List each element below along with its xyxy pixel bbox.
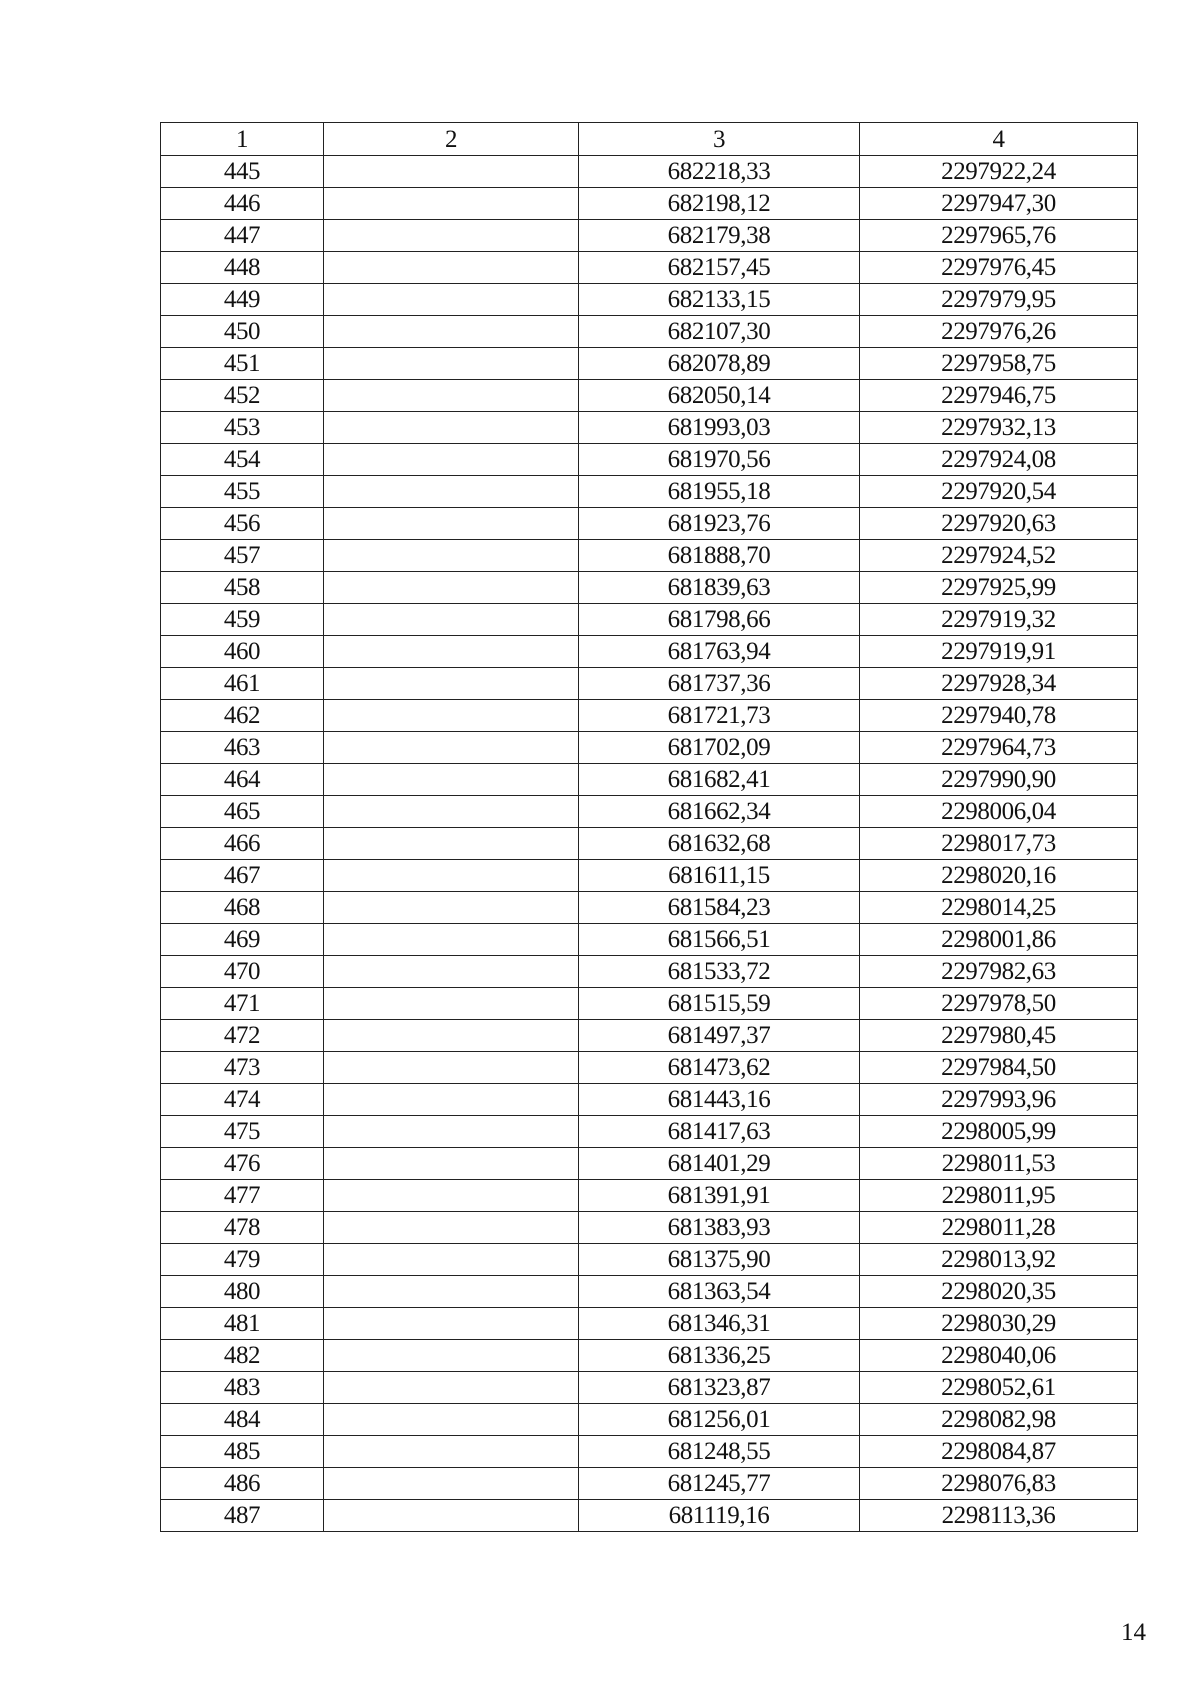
y-coordinate-cell: 2298040,06	[860, 1340, 1138, 1372]
point-number-cell: 478	[161, 1212, 324, 1244]
table-row	[161, 1212, 1138, 1244]
table-row	[161, 1308, 1138, 1340]
point-number-cell: 451	[161, 348, 324, 380]
x-coordinate-cell: 681923,76	[579, 508, 860, 540]
description-cell	[324, 1404, 579, 1436]
point-number-cell: 471	[161, 988, 324, 1020]
point-number-cell: 459	[161, 604, 324, 636]
y-coordinate-cell: 2297979,95	[860, 284, 1138, 316]
header-row	[161, 123, 1138, 156]
x-coordinate-cell: 681611,15	[579, 860, 860, 892]
y-coordinate-cell: 2297932,13	[860, 412, 1138, 444]
description-cell	[324, 732, 579, 764]
y-coordinate-cell: 2298006,04	[860, 796, 1138, 828]
table-row	[161, 860, 1138, 892]
point-number-cell: 448	[161, 252, 324, 284]
y-coordinate-cell: 2297980,45	[860, 1020, 1138, 1052]
x-coordinate-cell: 682157,45	[579, 252, 860, 284]
x-coordinate-cell: 682179,38	[579, 220, 860, 252]
y-coordinate-cell: 2297940,78	[860, 700, 1138, 732]
table-row	[161, 572, 1138, 604]
x-coordinate-cell: 681737,36	[579, 668, 860, 700]
point-number-cell: 476	[161, 1148, 324, 1180]
y-coordinate-cell: 2298082,98	[860, 1404, 1138, 1436]
description-cell	[324, 412, 579, 444]
point-number-cell: 463	[161, 732, 324, 764]
point-number-cell: 466	[161, 828, 324, 860]
y-coordinate-cell: 2298020,16	[860, 860, 1138, 892]
x-coordinate-cell: 681798,66	[579, 604, 860, 636]
table-row	[161, 1436, 1138, 1468]
column-header-3: 3	[579, 123, 860, 156]
point-number-cell: 456	[161, 508, 324, 540]
point-number-cell: 470	[161, 956, 324, 988]
description-cell	[324, 316, 579, 348]
y-coordinate-cell: 2298017,73	[860, 828, 1138, 860]
description-cell	[324, 1244, 579, 1276]
x-coordinate-cell: 681336,25	[579, 1340, 860, 1372]
description-cell	[324, 1020, 579, 1052]
x-coordinate-cell: 681363,54	[579, 1276, 860, 1308]
y-coordinate-cell: 2297920,54	[860, 476, 1138, 508]
y-coordinate-cell: 2298014,25	[860, 892, 1138, 924]
description-cell	[324, 604, 579, 636]
description-cell	[324, 796, 579, 828]
x-coordinate-cell: 681632,68	[579, 828, 860, 860]
point-number-cell: 453	[161, 412, 324, 444]
x-coordinate-cell: 682050,14	[579, 380, 860, 412]
description-cell	[324, 540, 579, 572]
table-row	[161, 1340, 1138, 1372]
y-coordinate-cell: 2298011,53	[860, 1148, 1138, 1180]
x-coordinate-cell: 681417,63	[579, 1116, 860, 1148]
y-coordinate-cell: 2297947,30	[860, 188, 1138, 220]
y-coordinate-cell: 2298020,35	[860, 1276, 1138, 1308]
table-row	[161, 316, 1138, 348]
point-number-cell: 481	[161, 1308, 324, 1340]
table-row	[161, 540, 1138, 572]
table-row	[161, 1148, 1138, 1180]
table-row	[161, 508, 1138, 540]
point-number-cell: 475	[161, 1116, 324, 1148]
table-row	[161, 732, 1138, 764]
description-cell	[324, 988, 579, 1020]
y-coordinate-cell: 2297990,90	[860, 764, 1138, 796]
x-coordinate-cell: 681383,93	[579, 1212, 860, 1244]
x-coordinate-cell: 681993,03	[579, 412, 860, 444]
table-row	[161, 700, 1138, 732]
point-number-cell: 452	[161, 380, 324, 412]
point-number-cell: 482	[161, 1340, 324, 1372]
point-number-cell: 445	[161, 156, 324, 188]
description-cell	[324, 1180, 579, 1212]
description-cell	[324, 1212, 579, 1244]
table-row	[161, 380, 1138, 412]
description-cell	[324, 860, 579, 892]
y-coordinate-cell: 2297919,32	[860, 604, 1138, 636]
table-row	[161, 444, 1138, 476]
y-coordinate-cell: 2297964,73	[860, 732, 1138, 764]
y-coordinate-cell: 2297925,99	[860, 572, 1138, 604]
description-cell	[324, 220, 579, 252]
x-coordinate-cell: 681443,16	[579, 1084, 860, 1116]
x-coordinate-cell: 681119,16	[579, 1500, 860, 1532]
y-coordinate-cell: 2297922,24	[860, 156, 1138, 188]
column-header-1: 1	[161, 123, 324, 156]
point-number-cell: 447	[161, 220, 324, 252]
x-coordinate-cell: 681391,91	[579, 1180, 860, 1212]
point-number-cell: 469	[161, 924, 324, 956]
table-row	[161, 412, 1138, 444]
point-number-cell: 455	[161, 476, 324, 508]
table-row	[161, 828, 1138, 860]
x-coordinate-cell: 682078,89	[579, 348, 860, 380]
point-number-cell: 465	[161, 796, 324, 828]
y-coordinate-cell: 2297978,50	[860, 988, 1138, 1020]
point-number-cell: 449	[161, 284, 324, 316]
point-number-cell: 473	[161, 1052, 324, 1084]
table-row	[161, 220, 1138, 252]
y-coordinate-cell: 2297920,63	[860, 508, 1138, 540]
y-coordinate-cell: 2297976,26	[860, 316, 1138, 348]
table-row	[161, 252, 1138, 284]
y-coordinate-cell: 2297928,34	[860, 668, 1138, 700]
x-coordinate-cell: 681245,77	[579, 1468, 860, 1500]
column-header-4: 4	[860, 123, 1138, 156]
x-coordinate-cell: 681566,51	[579, 924, 860, 956]
y-coordinate-cell: 2297924,52	[860, 540, 1138, 572]
column-header-2: 2	[324, 123, 579, 156]
description-cell	[324, 348, 579, 380]
description-cell	[324, 668, 579, 700]
y-coordinate-cell: 2298013,92	[860, 1244, 1138, 1276]
y-coordinate-cell: 2298113,36	[860, 1500, 1138, 1532]
description-cell	[324, 476, 579, 508]
point-number-cell: 477	[161, 1180, 324, 1212]
y-coordinate-cell: 2298011,95	[860, 1180, 1138, 1212]
point-number-cell: 461	[161, 668, 324, 700]
description-cell	[324, 1084, 579, 1116]
x-coordinate-cell: 681702,09	[579, 732, 860, 764]
x-coordinate-cell: 681970,56	[579, 444, 860, 476]
x-coordinate-cell: 681763,94	[579, 636, 860, 668]
description-cell	[324, 1116, 579, 1148]
point-number-cell: 479	[161, 1244, 324, 1276]
y-coordinate-cell: 2297919,91	[860, 636, 1138, 668]
point-number-cell: 480	[161, 1276, 324, 1308]
x-coordinate-cell: 681346,31	[579, 1308, 860, 1340]
description-cell	[324, 1148, 579, 1180]
x-coordinate-cell: 682198,12	[579, 188, 860, 220]
table-row	[161, 988, 1138, 1020]
x-coordinate-cell: 681473,62	[579, 1052, 860, 1084]
table-row	[161, 1084, 1138, 1116]
description-cell	[324, 156, 579, 188]
description-cell	[324, 380, 579, 412]
x-coordinate-cell: 682107,30	[579, 316, 860, 348]
y-coordinate-cell: 2297958,75	[860, 348, 1138, 380]
x-coordinate-cell: 681839,63	[579, 572, 860, 604]
description-cell	[324, 508, 579, 540]
x-coordinate-cell: 681888,70	[579, 540, 860, 572]
table-row	[161, 1052, 1138, 1084]
table-row	[161, 1468, 1138, 1500]
table-row	[161, 1180, 1138, 1212]
x-coordinate-cell: 681955,18	[579, 476, 860, 508]
y-coordinate-cell: 2297924,08	[860, 444, 1138, 476]
x-coordinate-cell: 681375,90	[579, 1244, 860, 1276]
table-row	[161, 156, 1138, 188]
table-row	[161, 188, 1138, 220]
point-number-cell: 487	[161, 1500, 324, 1532]
table-row	[161, 764, 1138, 796]
description-cell	[324, 1436, 579, 1468]
x-coordinate-cell: 681248,55	[579, 1436, 860, 1468]
description-cell	[324, 700, 579, 732]
table-header	[161, 123, 1138, 156]
description-cell	[324, 444, 579, 476]
y-coordinate-cell: 2298005,99	[860, 1116, 1138, 1148]
point-number-cell: 464	[161, 764, 324, 796]
description-cell	[324, 764, 579, 796]
x-coordinate-cell: 681682,41	[579, 764, 860, 796]
table-row	[161, 924, 1138, 956]
y-coordinate-cell: 2297965,76	[860, 220, 1138, 252]
table-row	[161, 1404, 1138, 1436]
point-number-cell: 454	[161, 444, 324, 476]
point-number-cell: 474	[161, 1084, 324, 1116]
table-row	[161, 1020, 1138, 1052]
point-number-cell: 446	[161, 188, 324, 220]
y-coordinate-cell: 2298030,29	[860, 1308, 1138, 1340]
table-row	[161, 604, 1138, 636]
y-coordinate-cell: 2297946,75	[860, 380, 1138, 412]
point-number-cell: 462	[161, 700, 324, 732]
table-row	[161, 1244, 1138, 1276]
x-coordinate-cell: 681401,29	[579, 1148, 860, 1180]
x-coordinate-cell: 681584,23	[579, 892, 860, 924]
point-number-cell: 484	[161, 1404, 324, 1436]
point-number-cell: 457	[161, 540, 324, 572]
description-cell	[324, 572, 579, 604]
x-coordinate-cell: 682133,15	[579, 284, 860, 316]
y-coordinate-cell: 2297982,63	[860, 956, 1138, 988]
description-cell	[324, 252, 579, 284]
table-row	[161, 1500, 1138, 1532]
y-coordinate-cell: 2297993,96	[860, 1084, 1138, 1116]
x-coordinate-cell: 681721,73	[579, 700, 860, 732]
x-coordinate-cell: 681515,59	[579, 988, 860, 1020]
y-coordinate-cell: 2298084,87	[860, 1436, 1138, 1468]
y-coordinate-cell: 2298001,86	[860, 924, 1138, 956]
point-number-cell: 486	[161, 1468, 324, 1500]
description-cell	[324, 1340, 579, 1372]
point-number-cell: 483	[161, 1372, 324, 1404]
y-coordinate-cell: 2297984,50	[860, 1052, 1138, 1084]
description-cell	[324, 284, 579, 316]
table-row	[161, 1116, 1138, 1148]
description-cell	[324, 1308, 579, 1340]
y-coordinate-cell: 2298052,61	[860, 1372, 1138, 1404]
x-coordinate-cell: 682218,33	[579, 156, 860, 188]
description-cell	[324, 1276, 579, 1308]
description-cell	[324, 636, 579, 668]
table-row	[161, 668, 1138, 700]
x-coordinate-cell: 681256,01	[579, 1404, 860, 1436]
table-row	[161, 796, 1138, 828]
x-coordinate-cell: 681497,37	[579, 1020, 860, 1052]
point-number-cell: 460	[161, 636, 324, 668]
point-number-cell: 450	[161, 316, 324, 348]
description-cell	[324, 956, 579, 988]
x-coordinate-cell: 681662,34	[579, 796, 860, 828]
table-row	[161, 1372, 1138, 1404]
table-row	[161, 956, 1138, 988]
table-row	[161, 476, 1138, 508]
point-number-cell: 468	[161, 892, 324, 924]
description-cell	[324, 1468, 579, 1500]
description-cell	[324, 828, 579, 860]
description-cell	[324, 1372, 579, 1404]
table-row	[161, 348, 1138, 380]
description-cell	[324, 1500, 579, 1532]
y-coordinate-cell: 2297976,45	[860, 252, 1138, 284]
description-cell	[324, 924, 579, 956]
table-row	[161, 636, 1138, 668]
table-row	[161, 284, 1138, 316]
description-cell	[324, 188, 579, 220]
point-number-cell: 467	[161, 860, 324, 892]
table-body	[161, 156, 1138, 1532]
coordinates-table	[160, 122, 1138, 1532]
description-cell	[324, 892, 579, 924]
y-coordinate-cell: 2298076,83	[860, 1468, 1138, 1500]
x-coordinate-cell: 681323,87	[579, 1372, 860, 1404]
table-row	[161, 1276, 1138, 1308]
x-coordinate-cell: 681533,72	[579, 956, 860, 988]
point-number-cell: 485	[161, 1436, 324, 1468]
page-number: 14	[1121, 1619, 1146, 1646]
table-row	[161, 892, 1138, 924]
point-number-cell: 472	[161, 1020, 324, 1052]
point-number-cell: 458	[161, 572, 324, 604]
description-cell	[324, 1052, 579, 1084]
y-coordinate-cell: 2298011,28	[860, 1212, 1138, 1244]
